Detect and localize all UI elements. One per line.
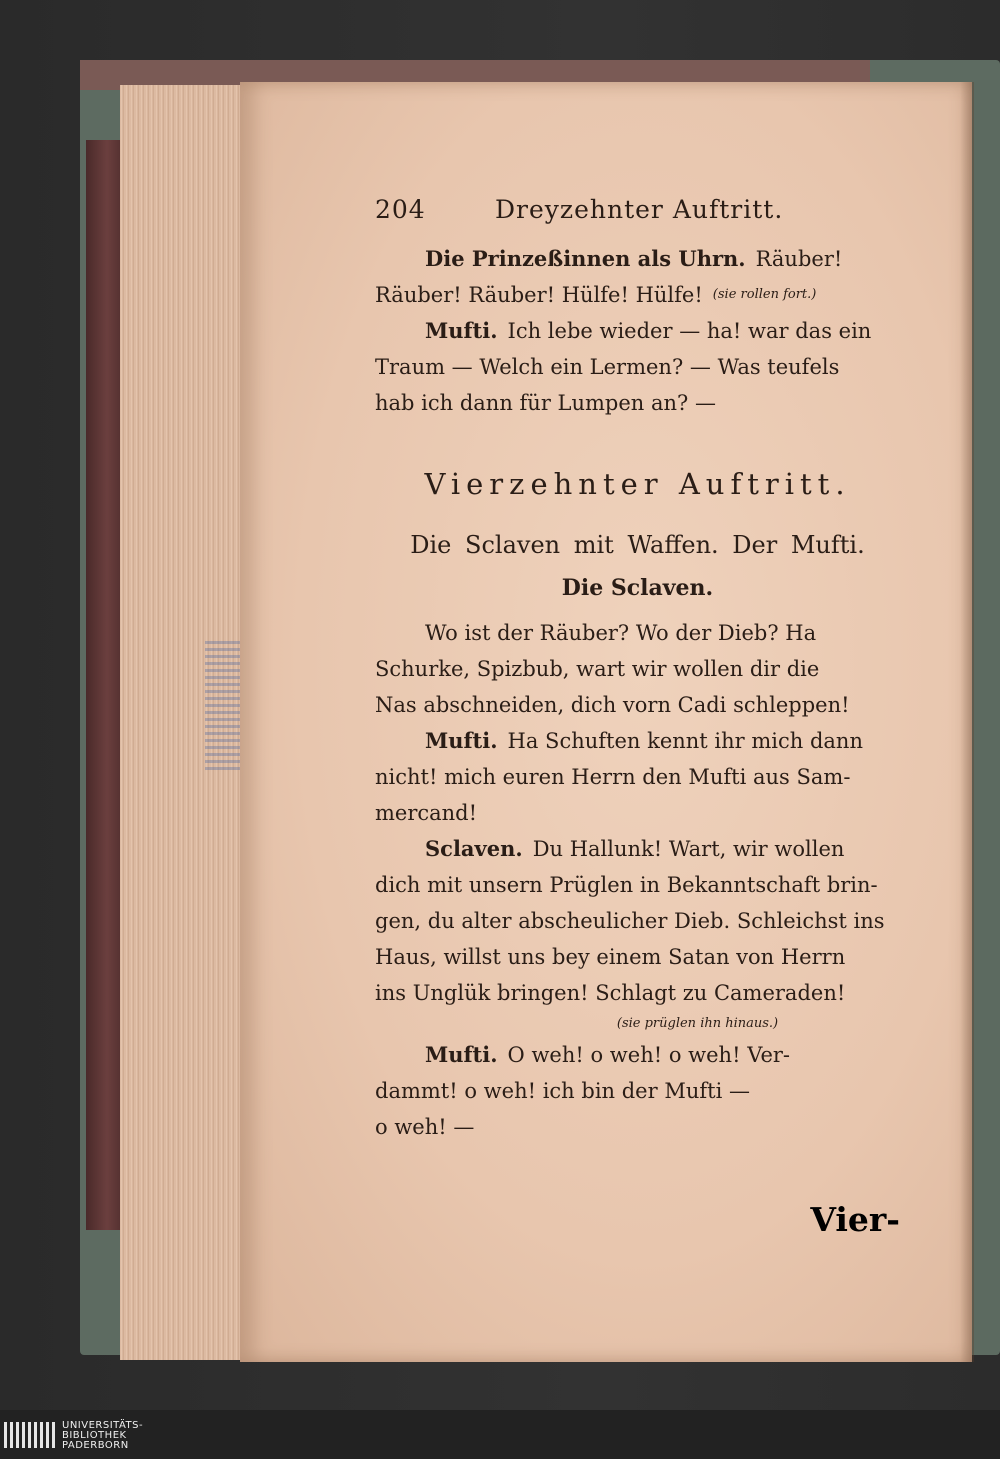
text-line	[375, 313, 900, 349]
line-text: Haus, willst uns bey einem Satan von Herrn	[375, 945, 846, 969]
text-line	[375, 723, 900, 759]
line-text: Traum — Welch ein Lermen? — Was teufels	[375, 355, 840, 379]
library-logo-icon	[4, 1422, 56, 1448]
inline-stage-direction: (sie rollen fort.)	[712, 287, 817, 302]
text-line	[375, 975, 900, 1011]
gutter-shadow	[960, 82, 974, 1362]
logo-line-2: BIBLIOTHEK	[62, 1430, 127, 1441]
logo-line-3: PADERBORN	[62, 1440, 129, 1451]
line-text: Schurke, Spizbub, wart wir wollen dir die	[375, 657, 820, 681]
stage-direction: (sie prüglen ihn hinaus.)	[616, 1016, 779, 1031]
speaker-name: Mufti.	[425, 1042, 498, 1067]
text-line	[375, 615, 900, 651]
text-line	[375, 939, 900, 975]
page-text	[375, 195, 900, 1145]
text-line	[375, 651, 900, 687]
running-head: Dreyzehnter Auftritt.	[495, 195, 784, 224]
line-text: dich mit unsern Prüglen in Bekanntschaft brin-	[375, 873, 878, 897]
line-text: Ha Schuften kennt ihr mich dann	[507, 729, 863, 753]
text-line	[375, 1073, 900, 1109]
speaker-name: Die Prinzeßinnen als Uhrn.	[425, 246, 746, 271]
text-line	[375, 903, 900, 939]
speaker-name: Mufti.	[425, 728, 498, 753]
text-line	[375, 277, 900, 313]
text-line	[375, 759, 900, 795]
line-text: O weh! o weh! o weh! Ver-	[507, 1043, 791, 1067]
line-text: ins Unglük bringen! Schlagt zu Cameraden!	[375, 981, 846, 1005]
line-text: Nas abschneiden, dich vorn Cadi schleppen!	[375, 693, 850, 717]
line-text: dammt! o weh! ich bin der Mufti —	[375, 1079, 750, 1103]
line-text: Du Hallunk! Wart, wir wollen	[532, 837, 845, 861]
text-line	[375, 795, 900, 831]
line-text: mercand!	[375, 801, 478, 825]
library-stamp	[205, 640, 241, 770]
speaker-name: Mufti.	[425, 318, 498, 343]
footer-bar	[0, 1410, 1000, 1459]
text-line	[375, 241, 900, 277]
text-line	[375, 831, 900, 867]
line-text: hab ich dann für Lumpen an? —	[375, 391, 716, 415]
text-line	[375, 1037, 900, 1073]
line-text: Räuber!	[755, 247, 843, 271]
page-header	[375, 195, 900, 241]
logo-line-1: UNIVERSITÄTS-	[62, 1420, 144, 1431]
text-section-a	[375, 241, 900, 421]
scene-title: Vierzehnter Auftritt.	[424, 467, 851, 501]
text-line	[375, 867, 900, 903]
line-text: o weh! —	[375, 1115, 475, 1139]
line-text: Wo ist der Räuber? Wo der Dieb? Ha	[425, 621, 817, 645]
text-line	[375, 687, 900, 723]
library-logo-text	[62, 1421, 143, 1451]
line-text: nicht! mich euren Herrn den Mufti aus Sam-	[375, 765, 851, 789]
scene-cast: Die Sclaven mit Waffen. Der Mufti.	[410, 531, 865, 559]
page-number: 204	[375, 195, 426, 224]
catchword: Vier-	[810, 1200, 900, 1239]
scene-speaker: Die Sclaven.	[561, 575, 714, 601]
text-line	[375, 385, 900, 421]
text-line	[375, 349, 900, 385]
speaker-name: Sclaven.	[425, 836, 523, 861]
line-text: Räuber! Räuber! Hülfe! Hülfe!	[375, 283, 703, 307]
text-line	[375, 1109, 900, 1145]
line-text: gen, du alter abscheulicher Dieb. Schleichst ins	[375, 909, 885, 933]
text-section-c	[375, 1037, 900, 1145]
text-section-b	[375, 615, 900, 1011]
line-text: Ich lebe wieder — ha! war das ein	[507, 319, 872, 343]
